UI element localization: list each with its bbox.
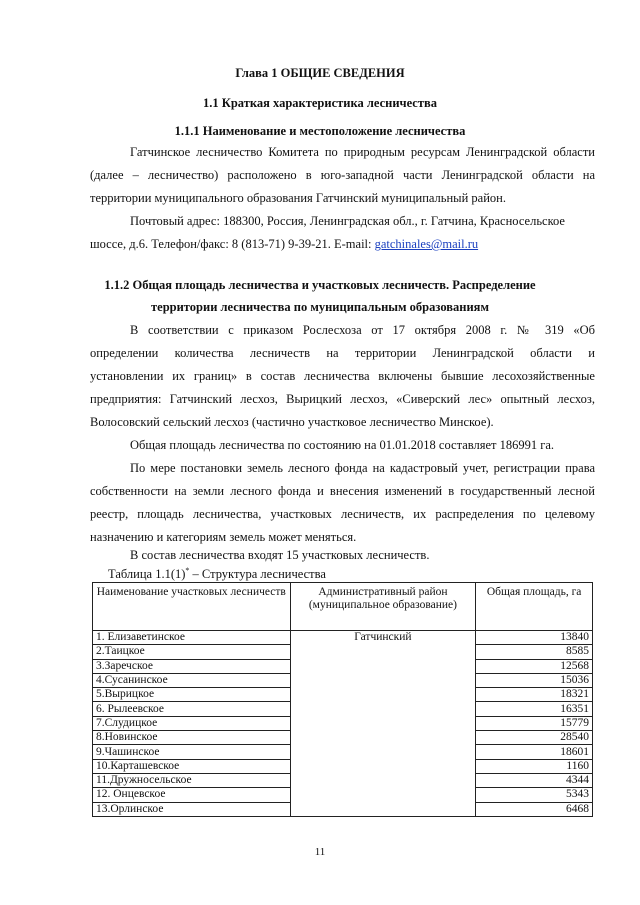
- paragraph-line: территории муниципального образования Гатчинский муниципальный район.: [90, 191, 506, 205]
- address-line: [90, 237, 595, 252]
- paragraph-line: установлении их границ» в состав лесничества включены бывшие лесохозяйственные: [90, 369, 595, 383]
- table-caption-suffix: – Структура лесничества: [189, 567, 326, 582]
- cell-name: 9.Чашинское: [93, 745, 291, 759]
- cell-area: 8585: [476, 645, 593, 659]
- cell-area: 1160: [476, 759, 593, 773]
- subsection-title-2a: 1.1.2 Общая площадь лесничества и участковых лесничеств. Распределение: [104, 278, 536, 292]
- cell-name: 2.Таицкое: [93, 645, 291, 659]
- cell-area: 18321: [476, 688, 593, 702]
- paragraph-line: реестр, площадь лесничества, участковых лесничеств, их распределения по целевому: [90, 507, 595, 521]
- header-area: Общая площадь, га: [476, 583, 593, 631]
- cell-area: 18601: [476, 745, 593, 759]
- email-link[interactable]: gatchinales@mail.ru: [374, 237, 479, 251]
- paragraph-line: Волосовский сельский лесхоз (частично участковое лесничество Минское).: [90, 415, 494, 429]
- paragraph-line: В состав лесничества входят 15 участковых лесничеств.: [130, 548, 430, 562]
- page-number: 11: [314, 846, 326, 858]
- cell-area: 16351: [476, 702, 593, 716]
- table-caption-prefix: Таблица 1.1(1): [108, 567, 186, 582]
- subsection-title-1: 1.1.1 Наименование и местоположение лесничества: [174, 124, 466, 138]
- paragraph-line: Общая площадь лесничества по состоянию на 01.01.2018 составляет 186991 га.: [130, 438, 555, 452]
- cell-area: 13840: [476, 631, 593, 645]
- cell-name: 10.Карташевское: [93, 759, 291, 773]
- table-row: [93, 631, 593, 645]
- cell-area: 15779: [476, 716, 593, 730]
- cell-area: 15036: [476, 673, 593, 687]
- paragraph-line: Почтовый адрес: 188300, Россия, Ленинградская обл., г. Гатчина, Красносельское: [130, 214, 565, 228]
- cell-area: 4344: [476, 773, 593, 787]
- paragraph-line: шоссе, д.6. Телефон/факс: 8 (813-71) 9-39-21. E-mail:: [90, 237, 375, 251]
- cell-name: 1. Елизаветинское: [93, 631, 291, 645]
- cell-area: 28540: [476, 731, 593, 745]
- cell-name: 5.Вырицкое: [93, 688, 291, 702]
- subsection-title-2b: территории лесничества по муниципальным образованиям: [151, 300, 489, 314]
- paragraph-line: предприятия: Гатчинский лесхоз, Вырицкий лесхоз, «Сиверский лес» опытный лесхоз,: [90, 392, 595, 406]
- table-caption: [108, 566, 613, 582]
- cell-district: Гатчинский: [290, 631, 476, 817]
- chapter-title: Глава 1 ОБЩИЕ СВЕДЕНИЯ: [235, 66, 405, 80]
- header-district: Административный район (муниципальное образование): [290, 583, 476, 631]
- cell-name: 11.Дружносельское: [93, 773, 291, 787]
- paragraph-line: (далее – лесничество) расположено в юго-западной части Ленинградской области на: [90, 168, 595, 182]
- section-title: 1.1 Краткая характеристика лесничества: [203, 96, 437, 110]
- cell-area: 6468: [476, 802, 593, 816]
- structure-table: [92, 582, 593, 817]
- cell-name: 7.Слудицкое: [93, 716, 291, 730]
- table-header-row: [93, 583, 593, 631]
- cell-name: 3.Заречское: [93, 659, 291, 673]
- cell-area: 5343: [476, 788, 593, 802]
- cell-name: 13.Орлинское: [93, 802, 291, 816]
- cell-name: 6. Рылеевское: [93, 702, 291, 716]
- paragraph-line: Гатчинское лесничество Комитета по природным ресурсам Ленинградской области: [130, 145, 595, 159]
- table-caption-footnote-mark: *: [185, 566, 190, 575]
- cell-area: 12568: [476, 659, 593, 673]
- paragraph-line: В соответствии с приказом Рослесхоза от 17 октября 2008 г. № 319 «Об: [130, 323, 595, 337]
- paragraph-line: собственности на земли лесного фонда и внесения изменений в государственный лесной: [90, 484, 595, 498]
- cell-name: 4.Сусанинское: [93, 673, 291, 687]
- cell-name: 12. Онцевское: [93, 788, 291, 802]
- paragraph-line: По мере постановки земель лесного фонда на кадастровый учет, регистрации права: [130, 461, 595, 475]
- paragraph-line: назначению и категориям земель может меняться.: [90, 530, 357, 544]
- cell-name: 8.Новинское: [93, 731, 291, 745]
- header-name: Наименование участковых лесничеств: [93, 583, 291, 631]
- paragraph-line: определении количества лесничеств на территории Ленинградской области и: [90, 346, 595, 360]
